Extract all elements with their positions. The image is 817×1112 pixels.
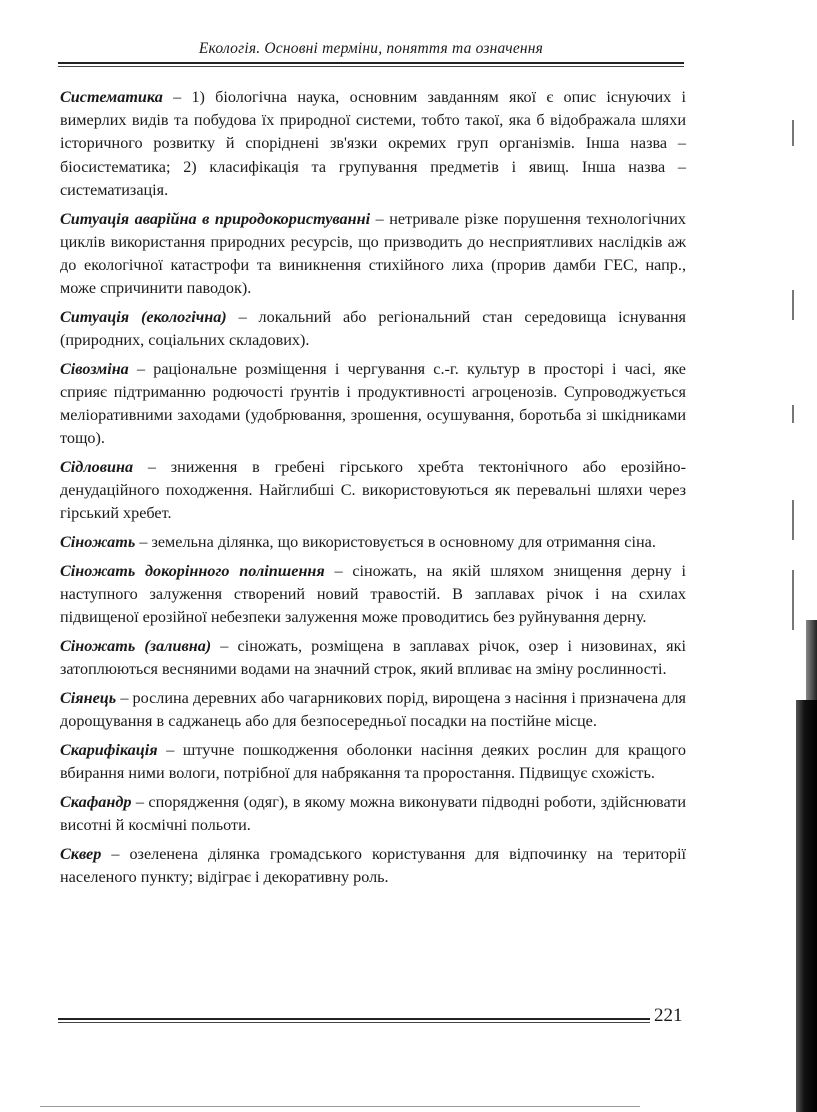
entry-term: Ситуація аварійна в природокористуванні — [60, 209, 371, 228]
page-number: 221 — [654, 1005, 683, 1026]
entry-definition: – штучне пошкодження оболонки насіння деяких рослин для кращого вбирання ними вологи, потрібної для набрякання та проростання. Підвищує схожість. — [60, 740, 686, 782]
entry-definition: – сіножать, розміщена в заплавах річок, озер і низовинах, які затоплюються весняними водами на значний строк, який впливає на зміну рослинності. — [60, 636, 686, 679]
entry-definition: – спорядження (одяг), в якому можна виконувати підводні роботи, здійснювати висотні й космічні польоти. — [60, 792, 686, 834]
entry-definition: – рослина деревних або чагарникових порід, вирощена з насіння і призначена для дорощування в саджанець або для безпосередньої посадки на постійне місце. — [60, 688, 686, 731]
entry-term: Ситуація (екологічна) — [60, 307, 227, 326]
entry-term: Сідловина — [60, 458, 134, 477]
entry-term: Сівозміна — [60, 359, 129, 378]
glossary-entry — [60, 306, 686, 352]
running-header: Екологія. Основні терміни, поняття та означення — [198, 40, 544, 57]
scan-edge-dark — [796, 700, 817, 1112]
glossary-entry — [60, 560, 686, 630]
footer-rule-thin — [58, 1022, 650, 1023]
entry-term: Скафандр — [60, 792, 132, 811]
glossary-entries — [60, 86, 686, 895]
scan-bottom-line — [40, 1106, 640, 1107]
entry-definition: – земельна ділянка, що використовується в основному для отримання сіна. — [135, 533, 656, 552]
entry-definition: – локальний або регіональний стан середовища існування (природних, соціальних складових). — [60, 307, 686, 350]
glossary-entry — [60, 456, 686, 526]
scan-artifact-marks — [790, 100, 798, 660]
entry-definition: – сіножать, на якій шляхом знищення дерну і наступного залуження створений новий травостій. В заплавах річок і на схилах підвищеної ерозійної небезпеки залуження може проводитись без руйнування дерну. — [60, 561, 686, 627]
header-rule-thin — [58, 66, 684, 67]
glossary-entry — [60, 531, 686, 554]
entry-term: Сіножать — [60, 533, 136, 552]
entry-term: Сіножать докорінного поліпшення — [60, 561, 325, 580]
glossary-entry — [60, 843, 686, 889]
scan-edge-shadow — [806, 620, 817, 700]
glossary-entry — [60, 208, 686, 301]
entry-term: Сквер — [60, 844, 102, 863]
entry-term: Скарифікація — [60, 740, 158, 759]
entry-term: Сіножать (заливна) — [60, 636, 212, 655]
header-rule — [58, 62, 684, 64]
entry-term: Сіянець — [60, 688, 117, 707]
glossary-entry — [60, 791, 686, 837]
entry-term: Систематика — [60, 88, 163, 106]
entry-definition: – нетривале різке порушення технологічних циклів використання природних ресурсів, що призводить до несприятливих наслідків аж до екологічної катастрофи та виникнення стихійного лиха (прорив дамби ГЕС, напр., може спричинити паводок). — [60, 209, 686, 298]
entry-definition: – озеленена ділянка громадського користування для відпочинку на території населеного пункту; відіграє і декоративну роль. — [60, 844, 686, 886]
glossary-entry — [60, 739, 686, 785]
entry-definition: – раціональне розміщення і чергування с.-г. культур в просторі і часі, яке сприяє підтриманню родючості ґрунтів і продуктивності агроценозів. Супроводжується меліоративними заходами (удобрювання, зрошення, осушування, боротьба зі шкідниками тощо). — [60, 359, 686, 448]
glossary-entry — [60, 358, 686, 451]
glossary-entry — [60, 635, 686, 681]
glossary-entry — [60, 86, 686, 202]
footer-rule — [58, 1018, 650, 1020]
glossary-entry — [60, 687, 686, 733]
entry-definition: – 1) біологічна наука, основним завданням якої є опис існуючих і вимерлих видів та побудова їх природної системи, тобто такої, яка б відображала шляхи історичного розвитку й споріднені зв'язки окремих груп організмів. Інша назва – біосистематика; 2) класифікація та групування предметів і явищ. Інша назва – систематизація. — [60, 88, 686, 199]
entry-definition: – зниження в гребені гірського хребта тектонічного або ерозійно-денудаційного походження. Найглибші С. використовуються як перевальні шляхи через гірський хребет. — [60, 458, 686, 523]
